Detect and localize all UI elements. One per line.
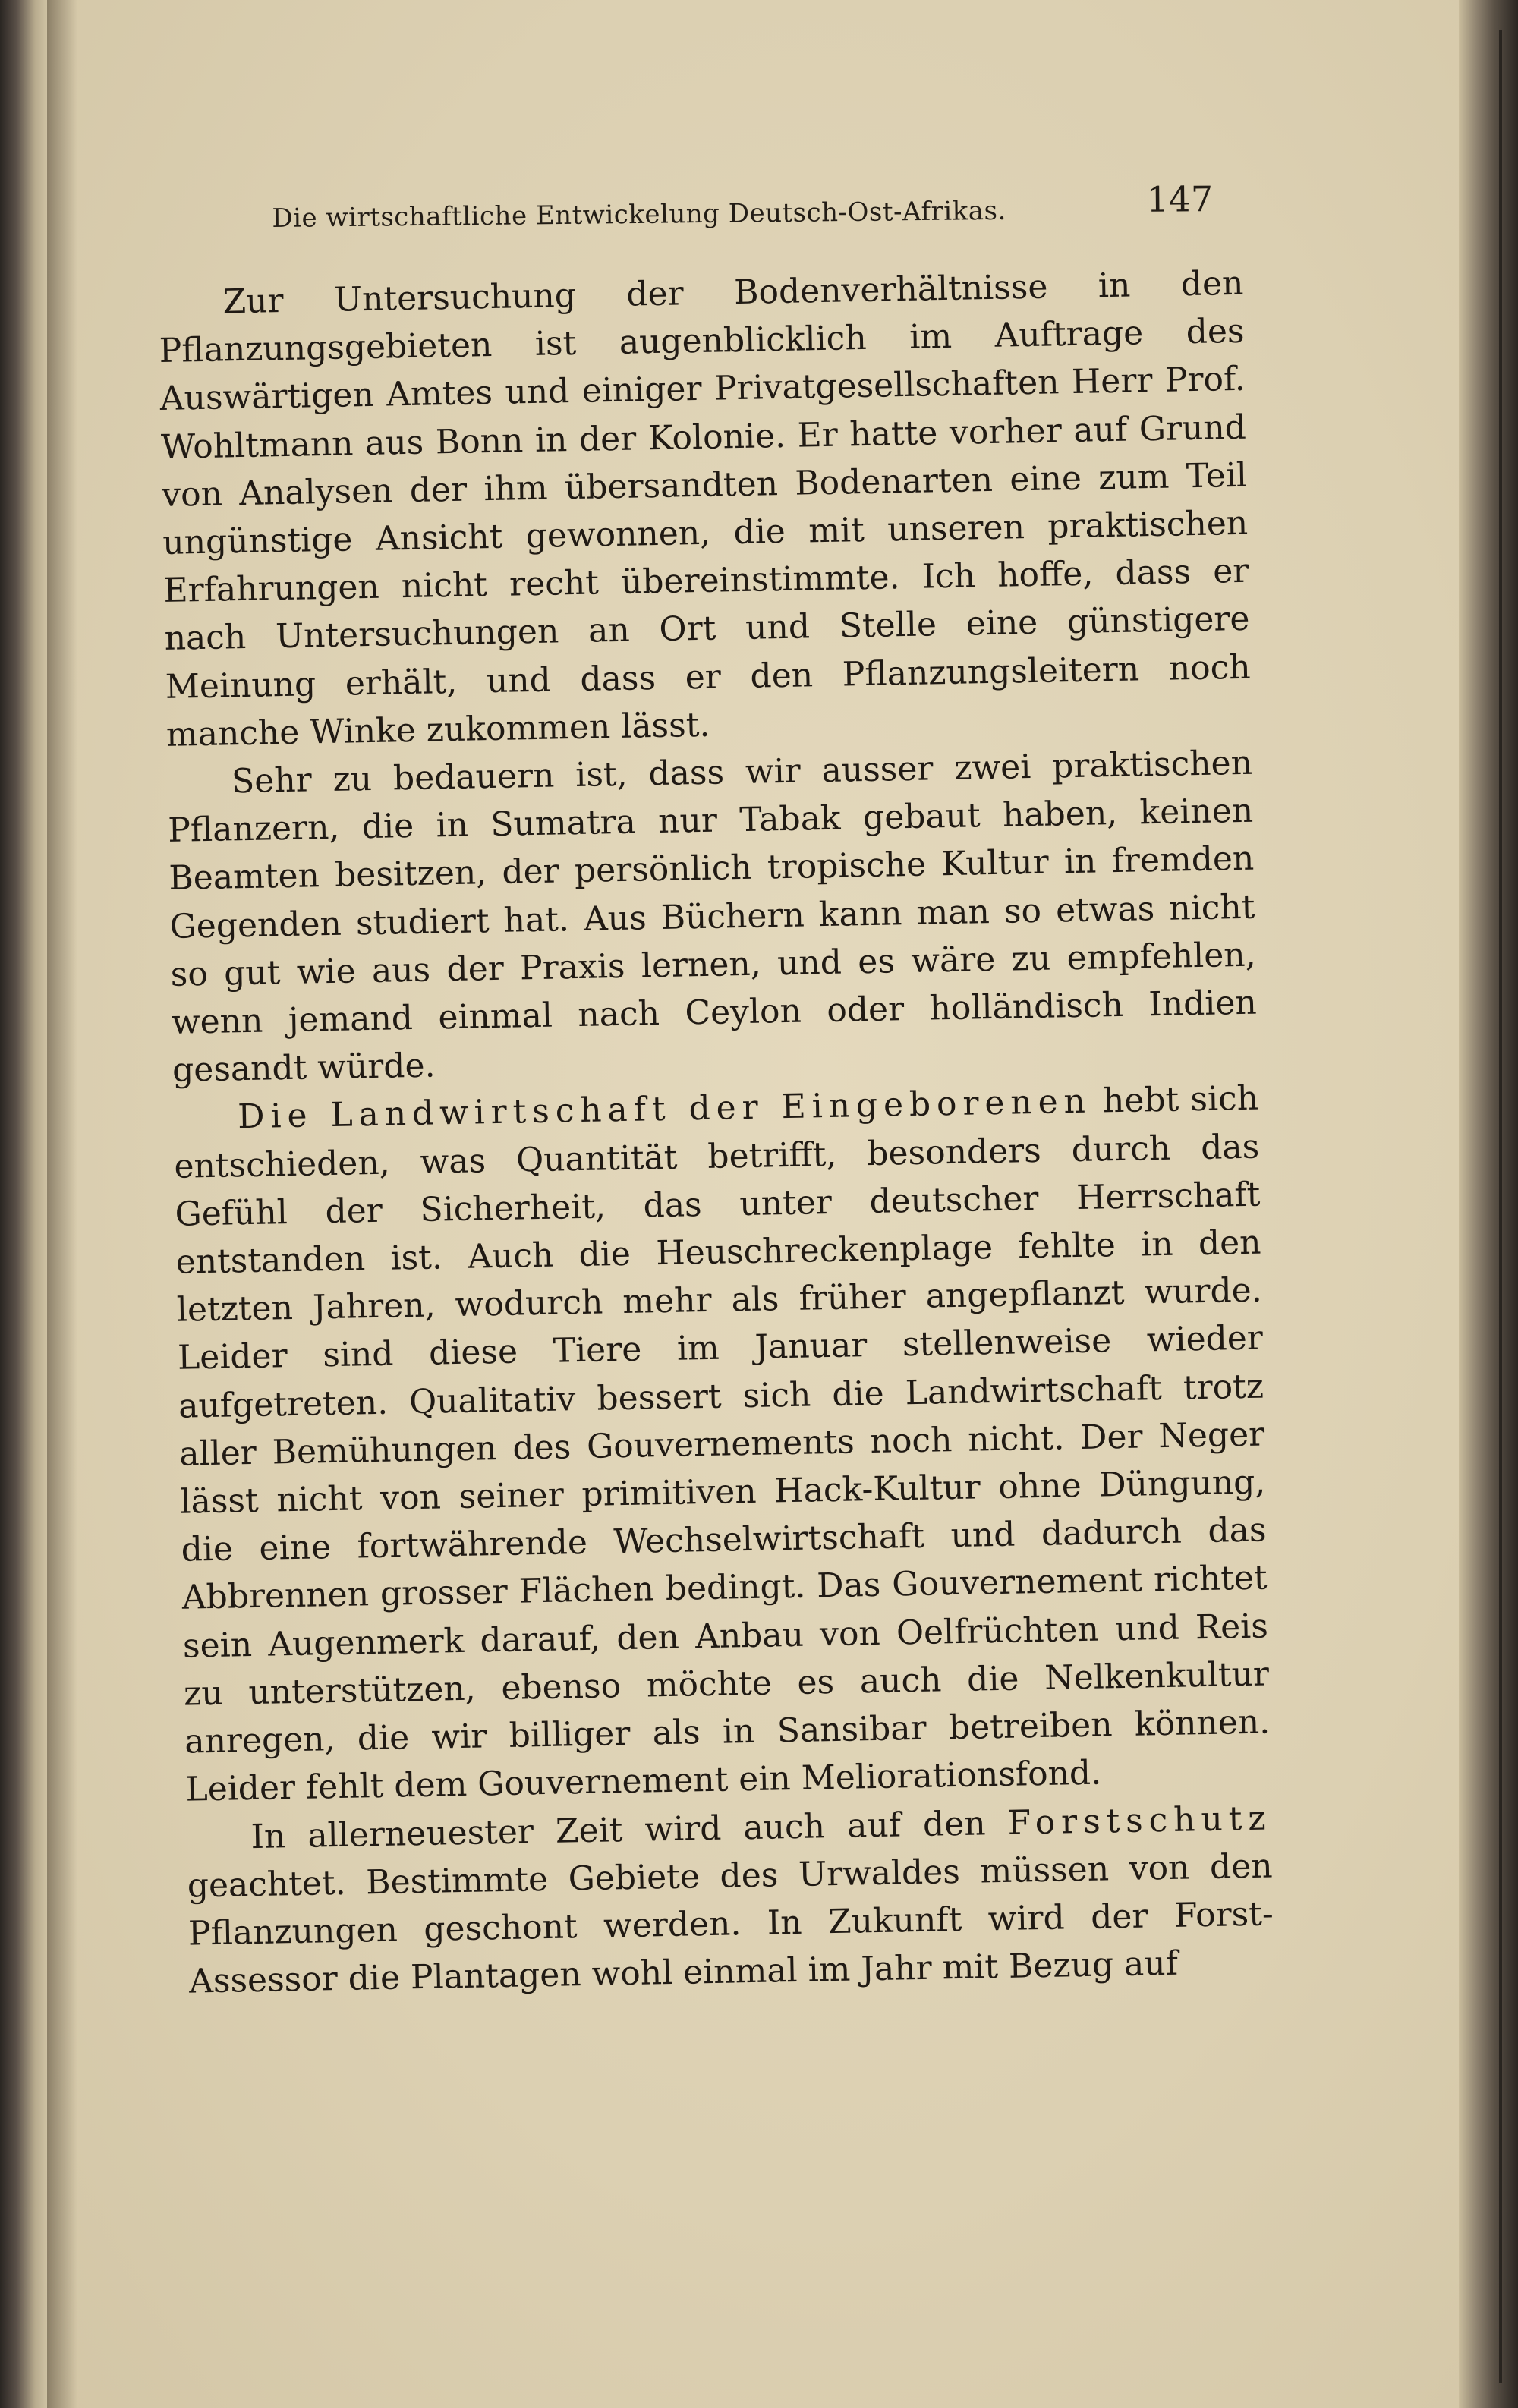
running-title: Die wirtschaftliche Entwickelung Deutsch-Ost-Afrikas. bbox=[272, 195, 1007, 234]
paragraph-officials: Sehr zu bedauern ist, dass wir ausser zwei praktischen Pflanzern, die in Sumatra nur Tabak gebaut haben, keinen Beamten besitzen, der persönlich tropische Kultur in fremden Gegenden studiert hat. Aus Büchern kann man so etwas nicht so gut wie aus der Praxis lernen, und es wäre zu empfehlen, wenn jemand einmal nach Ceylon oder holländisch Indien gesandt würde. bbox=[167, 743, 1258, 1091]
spine-shadow bbox=[47, 0, 77, 2408]
paragraph-native-agriculture bbox=[173, 1075, 1271, 1814]
page-number: 147 bbox=[1146, 178, 1214, 220]
paragraph-native-agriculture-text: hebt sich entschieden, was Quantität betrifft, besonders durch das Gefühl der Sicherheit, das unter deutscher Herrschaft entstanden ist. Auch die Heuschreckenplage fehlte in den letzten Jahren, wodurch mehr als früher angepflanzt wurde. Leider sind diese Tiere im Januar stellenweise wieder aufgetreten. Qualitativ bessert sich die Landwirtschaft trotz aller Bemühungen des Gouvernements noch nicht. Der Neger lässt nicht von seiner primitiven Hack-Kultur ohne Düngung, die eine fortwährende Wechselwirtschaft und dadurch das Abbrennen grosser Flächen bedingt. Das Gouvernement richtet sein Augenmerk darauf, den Anbau von Oelfrüchten und Reis zu unterstützen, ebenso möchte es auch die Nelkenkultur anregen, die wir billiger als in Sansibar betreiben können. Leider fehlt dem Gouvernement ein Meliorationsfond. bbox=[173, 1079, 1271, 1809]
body-text bbox=[158, 260, 1274, 2006]
left-page-edge bbox=[0, 0, 47, 2408]
spaced-heading-forstschutz: Forstschutz bbox=[1007, 1798, 1272, 1843]
paragraph-forest-protection bbox=[186, 1794, 1274, 2006]
paragraph-forest-text: geachtet. Bestimmte Gebiete des Urwaldes müssen von den Pflanzungen geschont werden. In Zukunft wird der Forst-Assessor die Plantagen wohl einmal im Jahr mit Bezug auf bbox=[187, 1846, 1274, 2001]
cover-border-line bbox=[1499, 30, 1502, 2383]
paragraph-soil-survey: Zur Untersuchung der Bodenverhältnisse in den Pflanzungsgebieten ist augenblicklich im Auftrage des Auswärtigen Amtes und einiger Privatgesellschaften Herr Prof. Wohltmann aus Bonn in der Kolonie. Er hatte vorher auf Grund von Analysen der ihm übersandten Bodenarten eine zum Teil ungünstige Ansicht gewonnen, die mit unseren praktischen Erfahrungen nicht recht übereinstimmte. Ich hoffe, dass er nach Untersuchungen an Ort und Stelle eine günstigere Meinung erhält, und dass er den Pflanzungsleitern noch manche Winke zukommen lässt. bbox=[159, 263, 1252, 754]
spaced-heading-landwirtschaft: Die Landwirtschaft der Eingeborenen bbox=[237, 1082, 1092, 1137]
paragraph-forest-intro: In allerneuester Zeit wird auch auf den bbox=[250, 1803, 1009, 1856]
book-cover-edge bbox=[1459, 0, 1518, 2408]
